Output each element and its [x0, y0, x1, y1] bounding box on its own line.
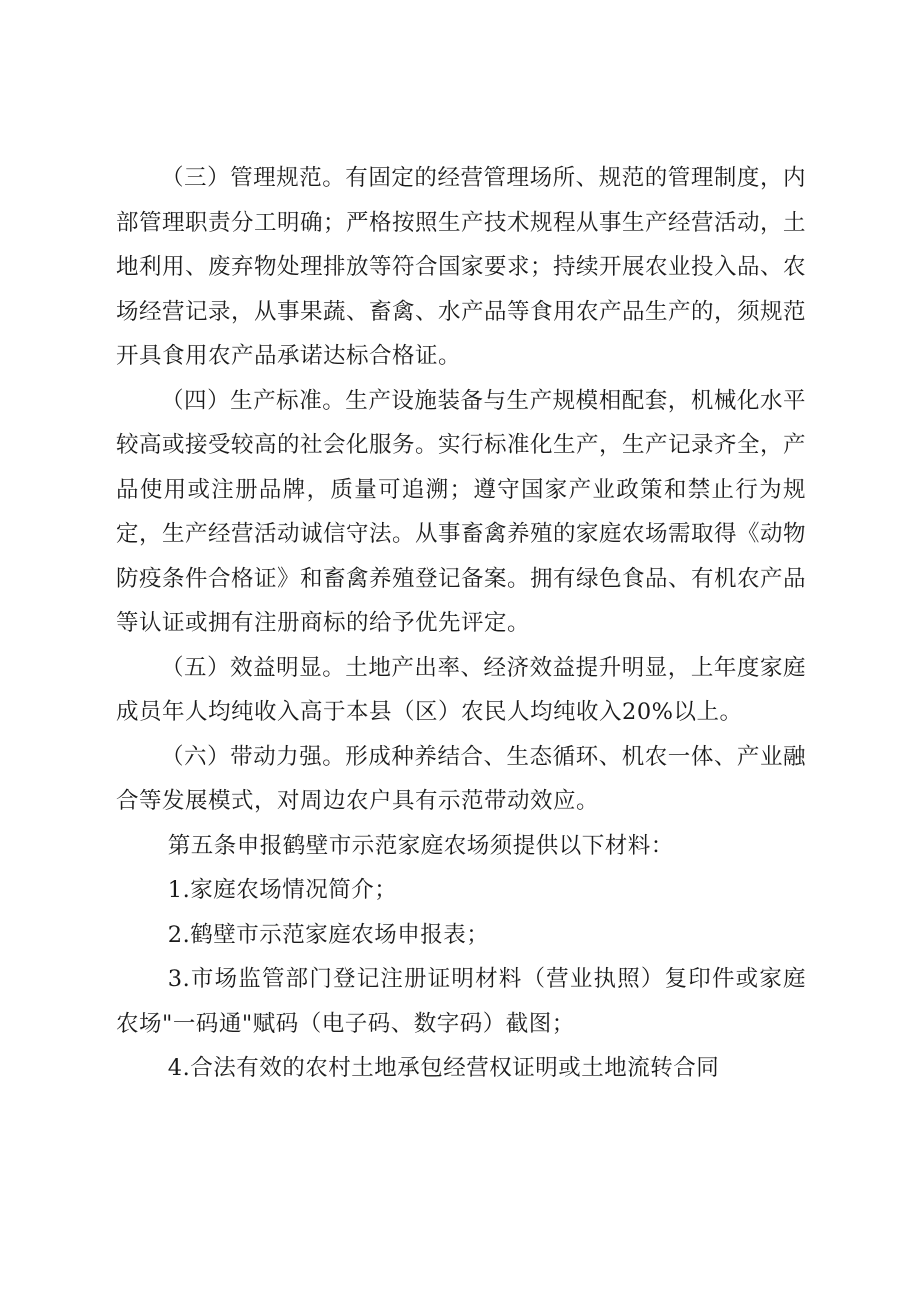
material-item-3: 3.市场监管部门登记注册证明材料（营业执照）复印件或家庭农场"一码通"赋码（电子码、数字码）截图； — [116, 966, 806, 1037]
material-item-4: 4.合法有效的农村土地承包经营权证明或土地流转合同 — [167, 1055, 720, 1081]
material-item-1: 1.家庭农场情况简介； — [167, 877, 398, 903]
article-five-heading: 第五条申报鹤壁市示范家庭农场须提供以下材料： — [167, 832, 674, 859]
paragraph-production-standard: （四）生产标准。生产设施装备与生产规模相配套，机械化水平较高或接受较高的社会化服务。实行标准化生产，生产记录齐全，产品使用或注册品牌，质量可追溯；遵守国家产业政策和禁止行为规定，生产经营活动诚信守法。从事畜禽养殖的家庭农场需取得《动物防疫条件合格证》和畜禽养殖登记备案。拥有绿色食品、有机农产品等认证或拥有注册商标的给予优先评定。 — [116, 387, 807, 636]
paragraph-management-standard: （三）管理规范。有固定的经营管理场所、规范的管理制度，内部管理职责分工明确；严格按照生产技术规程从事生产经营活动，土地利用、废弃物处理排放等符合国家要求；持续开展农业投入品、农场经营记录，从事果蔬、畜禽、水产品等食用农产品生产的，须规范开具食用农产品承诺达标合格证。 — [116, 165, 807, 369]
material-item-2: 2.鹤壁市示范家庭农场申报表； — [167, 921, 490, 948]
paragraph-leading-role: （六）带动力强。形成种养结合、生态循环、机农一体、产业融合等发展模式，对周边农户具有示范带动效应。 — [116, 743, 806, 814]
paragraph-benefit: （五）效益明显。土地产出率、经济效益提升明显，上年度家庭成员年人均纯收入高于本县（区）农民人均纯收入20%以上。 — [116, 654, 806, 725]
document-body — [116, 156, 806, 1091]
